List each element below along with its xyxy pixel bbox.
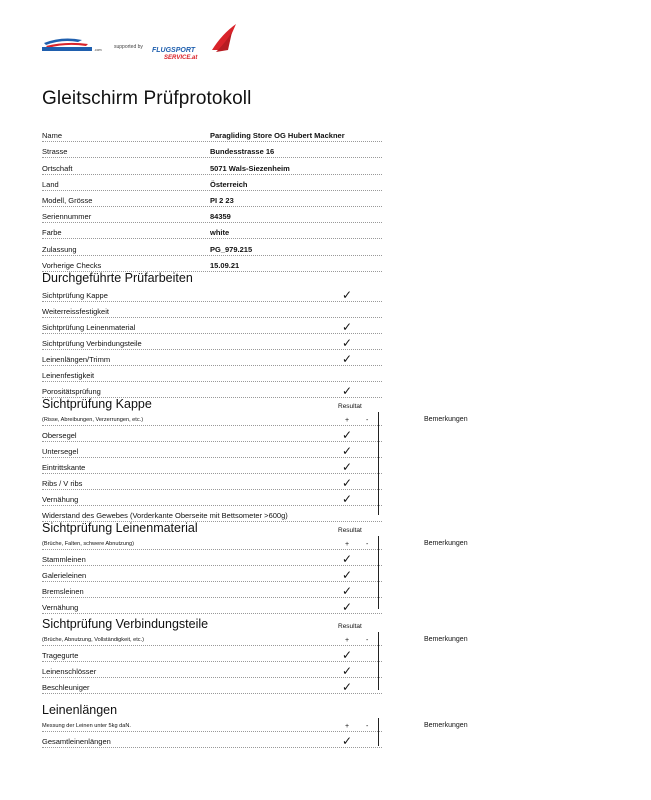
work-item-label: Sichtprüfung Verbindungsteile xyxy=(42,339,142,348)
work-item-row xyxy=(42,286,382,302)
bemerkungen-label: Bemerkungen xyxy=(424,722,468,729)
info-label: Strasse xyxy=(42,147,68,157)
criteria-row xyxy=(42,412,468,426)
work-item-label: Sichtprüfung Kappe xyxy=(42,291,108,300)
work-item-row xyxy=(42,366,382,382)
result-item-row xyxy=(42,442,382,458)
minus-label: - xyxy=(366,723,369,730)
section-title: Sichtprüfung Verbindungsteile xyxy=(42,617,209,631)
info-label: Ortschaft xyxy=(42,163,73,173)
info-label: Modell, Grösse xyxy=(42,195,93,205)
plus-label: + xyxy=(345,417,350,424)
result-item-row xyxy=(42,598,382,614)
check-mark-icon: ✓ xyxy=(342,428,353,442)
check-mark-icon: ✓ xyxy=(342,680,353,694)
check-mark-icon: ✓ xyxy=(342,336,353,350)
work-item-label: Leinenlängen/Trimm xyxy=(42,355,111,364)
resultat-label: Resultat xyxy=(338,527,362,534)
work-item-row xyxy=(42,302,382,318)
criteria-row xyxy=(42,536,468,550)
check-mark-icon: ✓ xyxy=(342,444,353,458)
result-item-label: Stammleinen xyxy=(42,555,86,564)
info-value: Österreich xyxy=(210,179,248,189)
info-label: Vorherige Checks xyxy=(42,260,102,270)
result-item-row xyxy=(42,646,382,662)
logo-suffix: .com xyxy=(94,48,102,52)
section-title: Sichtprüfung Kappe xyxy=(42,397,152,411)
check-mark-icon: ✓ xyxy=(342,584,353,598)
work-item-label: Sichtprüfung Leinenmaterial xyxy=(42,323,136,332)
info-value: 15.09.21 xyxy=(210,260,240,270)
info-value: PG_979.215 xyxy=(210,244,253,254)
svg-text:FLUGSPORT: FLUGSPORT xyxy=(152,47,196,54)
info-value: 84359 xyxy=(210,212,231,222)
info-row xyxy=(42,158,382,174)
plus-label: + xyxy=(345,637,350,644)
criteria-row xyxy=(42,632,468,646)
minus-label: - xyxy=(366,417,369,424)
result-item-row xyxy=(42,458,382,474)
work-section xyxy=(42,270,382,398)
flugschule-logo xyxy=(42,36,106,52)
result-item-row xyxy=(42,490,382,506)
info-row xyxy=(42,239,382,255)
work-item-row xyxy=(42,350,382,366)
check-mark-icon: ✓ xyxy=(342,552,353,566)
info-value: 5071 Wals-Siezenheim xyxy=(210,163,290,173)
result-item-label: Leinenschlösser xyxy=(42,667,97,676)
result-item-row xyxy=(42,662,382,678)
supported-by-text: supported by xyxy=(114,44,143,50)
verbindung-section xyxy=(42,616,468,694)
result-item-label: Bremsleinen xyxy=(42,587,84,596)
info-table xyxy=(42,126,382,272)
work-item-label: Porositätsprüfung xyxy=(42,387,101,396)
check-mark-icon: ✓ xyxy=(342,648,353,662)
work-item-row xyxy=(42,334,382,350)
result-item-label: Widerstand des Gewebes (Vorderkante Oberseite mit Bettsometer >600g) xyxy=(42,511,288,520)
info-row xyxy=(42,126,382,142)
kappe-section xyxy=(42,396,468,522)
info-value: white xyxy=(210,228,230,238)
page-title: Gleitschirm Prüfprotokoll xyxy=(42,88,252,109)
info-row xyxy=(42,207,382,223)
check-mark-icon: ✓ xyxy=(342,492,353,506)
info-row xyxy=(42,175,382,191)
check-mark-icon: ✓ xyxy=(342,384,353,398)
bemerkungen-label: Bemerkungen xyxy=(424,540,468,547)
header-logos xyxy=(42,24,242,60)
section-title: Durchgeführte Prüfarbeiten xyxy=(42,271,193,285)
result-item-label: Eintrittskante xyxy=(42,463,86,472)
result-item-row xyxy=(42,474,382,490)
section-header xyxy=(42,702,382,718)
result-item-row xyxy=(42,566,382,582)
section-header xyxy=(42,616,382,632)
result-item-label: Vernähung xyxy=(42,603,79,612)
criteria-row xyxy=(42,718,468,732)
resultat-label: Resultat xyxy=(338,403,362,410)
section-title: Leinenlängen xyxy=(42,703,118,717)
check-mark-icon: ✓ xyxy=(342,600,353,614)
result-item-label: Vernähung xyxy=(42,495,79,504)
resultat-label: Resultat xyxy=(338,623,362,630)
criteria-text: (Brüche, Falten, schwere Abnutzung) xyxy=(42,541,135,547)
result-item-label: Beschleuniger xyxy=(42,683,90,692)
result-item-row xyxy=(42,678,382,694)
result-item-label: Obersegel xyxy=(42,431,77,440)
info-label: Name xyxy=(42,131,63,141)
check-mark-icon: ✓ xyxy=(342,352,353,366)
result-item-row xyxy=(42,426,382,442)
info-value: PI 2 23 xyxy=(210,195,234,205)
result-item-label: Galerieleinen xyxy=(42,571,87,580)
section-header xyxy=(42,396,382,412)
check-mark-icon: ✓ xyxy=(342,568,353,582)
bemerkungen-label: Bemerkungen xyxy=(424,416,468,423)
info-value: Bundesstrasse 16 xyxy=(210,147,275,157)
info-value: Paragliding Store OG Hubert Mackner xyxy=(210,131,345,141)
leinen-section xyxy=(42,520,468,614)
plus-label: + xyxy=(345,541,350,548)
criteria-text: (Risse, Abreibungen, Verzerrungen, etc.) xyxy=(42,417,144,423)
info-row xyxy=(42,142,382,158)
result-item-label: Tragegurte xyxy=(42,651,79,660)
info-label: Seriennummer xyxy=(42,212,92,222)
work-item-label: Leinenfestigkeit xyxy=(42,371,95,380)
info-label: Land xyxy=(42,179,59,189)
plus-label: + xyxy=(345,723,350,730)
check-mark-icon: ✓ xyxy=(342,664,353,678)
laengen-section xyxy=(42,702,468,748)
minus-label: - xyxy=(366,541,369,548)
info-row xyxy=(42,191,382,207)
section-title: Sichtprüfung Leinenmaterial xyxy=(42,521,198,535)
info-row xyxy=(42,223,382,239)
svg-text:SERVICE.at: SERVICE.at xyxy=(164,55,198,60)
result-item-row xyxy=(42,582,382,598)
flugsport-service-logo xyxy=(152,24,242,60)
check-mark-icon: ✓ xyxy=(342,320,353,334)
result-item-row xyxy=(42,550,382,566)
criteria-text: (Brüche, Abnutzung, Vollständigkeit, etc.) xyxy=(42,637,144,643)
section-header xyxy=(42,520,382,536)
bemerkungen-label: Bemerkungen xyxy=(424,636,468,643)
minus-label: - xyxy=(366,637,369,644)
result-item-label: Gesamtleinenlängen xyxy=(42,737,111,746)
result-item-row xyxy=(42,732,382,748)
check-mark-icon: ✓ xyxy=(342,460,353,474)
check-mark-icon: ✓ xyxy=(342,288,353,302)
check-mark-icon: ✓ xyxy=(342,476,353,490)
info-label: Zulassung xyxy=(42,244,77,254)
work-item-row xyxy=(42,318,382,334)
check-mark-icon: ✓ xyxy=(342,734,353,748)
work-item-label: Weiterreissfestigkeit xyxy=(42,307,109,316)
info-label: Farbe xyxy=(42,228,62,238)
result-item-label: Untersegel xyxy=(42,447,79,456)
result-item-label: Ribs / V ribs xyxy=(42,479,83,488)
criteria-text: Messung der Leinen unter 5kg daN. xyxy=(42,723,131,729)
